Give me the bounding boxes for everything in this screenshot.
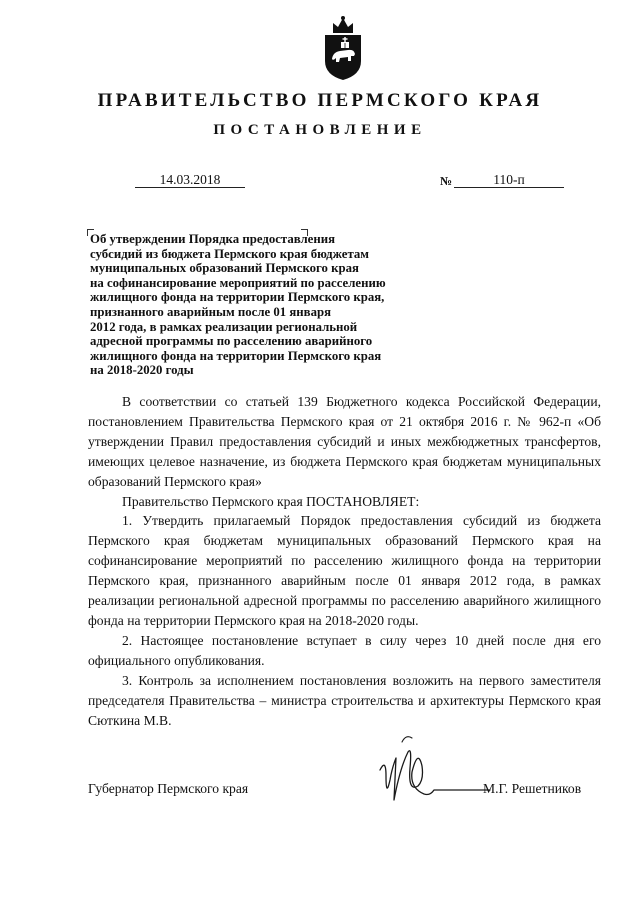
handwritten-signature [372, 728, 492, 818]
perm-krai-coat-of-arms-icon [321, 15, 365, 81]
organization-title: ПРАВИТЕЛЬСТВО ПЕРМСКОГО КРАЯ [97, 90, 543, 111]
item-2-paragraph: 2. Настоящее постановление вступает в силу через 10 дней после дня его официального опубликования. [88, 632, 601, 668]
subject-line: жилищного фонда на территории Пермского края, [90, 290, 385, 305]
subject-line: на софинансирование мероприятий по расселению [90, 275, 386, 290]
signatory-position: Губернатор Пермского края [88, 781, 249, 796]
subject-line: муниципальных образований Пермского края [90, 261, 359, 276]
document-number: 110-п [454, 172, 564, 188]
subject-line: на 2018-2020 годы [90, 363, 194, 378]
item-1-paragraph: 1. Утвердить прилагаемый Порядок предоставления субсидий из бюджета Пермского края бюджетам муниципальных образований Пермского края на софинансирование мероприятий по расселению жилищного фонда на территории Пермского края, признанного аварийным после 01 января 2012 года, в рамках реализации региональной адресной программы по расселению аварийного жилищного фонда на территории Пермского края на 2018-2020 годы. [88, 513, 601, 628]
subject-line: жилищного фонда на территории Пермского края [90, 348, 382, 363]
document-type: ПОСТАНОВЛЕНИЕ [213, 122, 427, 138]
subject-line: адресной программы по расселению аварийного [90, 334, 373, 349]
item-3-paragraph: 3. Контроль за исполнением постановления возложить на первого заместителя председателя Правительства – министра строительства и архитектуры Пермского края Сюткина М.В. [88, 672, 601, 728]
subject-line: Об утверждении Порядка предоставления [90, 232, 336, 246]
subject-line: субсидий из бюджета Пермского края бюджетам [90, 246, 370, 261]
subject-line: 2012 года, в рамках реализации региональной [90, 319, 358, 334]
document-subject [90, 232, 470, 378]
subject-line: признанного аварийным после 01 января [90, 304, 332, 319]
document-body [88, 392, 601, 730]
signatory-name: М.Г. Решетников [483, 781, 582, 796]
document-date: 14.03.2018 [135, 172, 245, 188]
decree-paragraph: Правительство Пермского края ПОСТАНОВЛЯЕТ: [122, 493, 420, 509]
preamble-paragraph: В соответствии со статьей 139 Бюджетного кодекса Российской Федерации, постановлением Правительства Пермского края от 21 октября 2016 г. № 962-п «Об утверждении Правил предоставления субсидий и иных межбюджетных трансфертов, имеющих целевое назначение, из бюджета Пермского края бюджетам муниципальных образований Пермского края» [88, 394, 601, 489]
number-sign: № [440, 174, 453, 188]
